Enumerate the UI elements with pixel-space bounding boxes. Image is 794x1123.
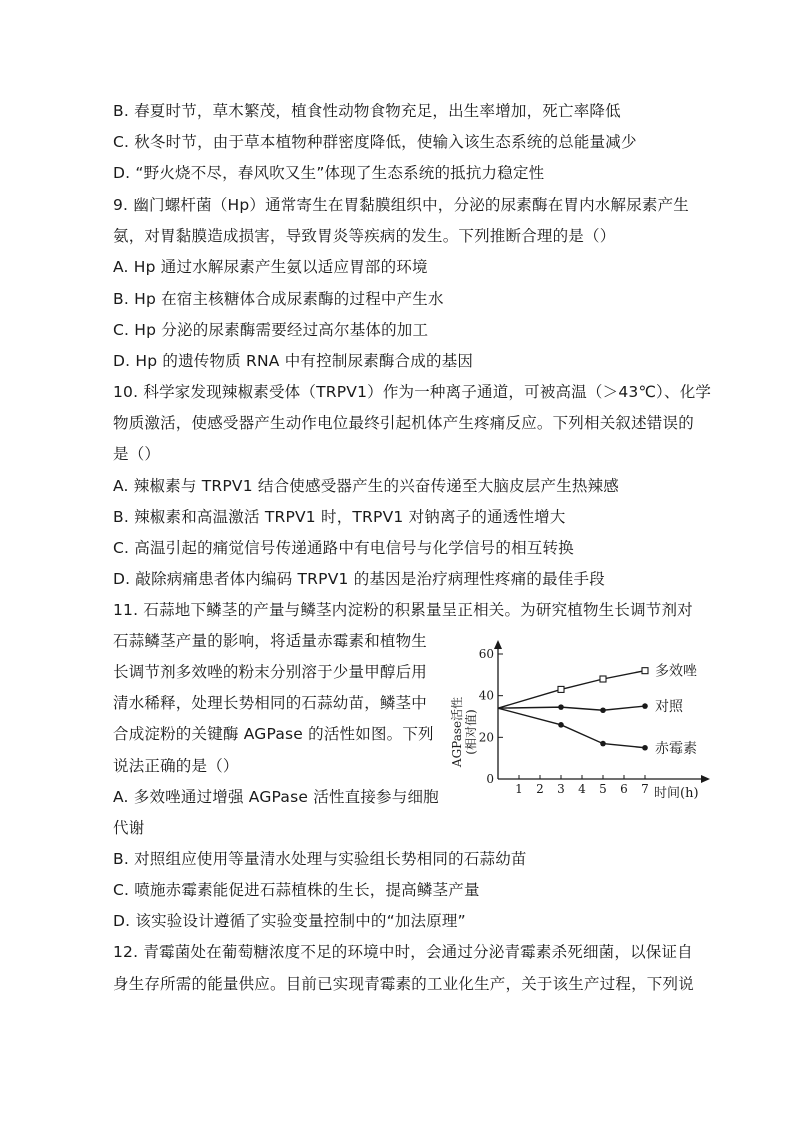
chart-ticks [479, 647, 649, 796]
q11-stem-line-5: 合成淀粉的关键酶 AGPase 的活性如图。下列 [113, 725, 434, 743]
q11-stem-line-1: 11. 石蒜地下鳞茎的产量与鳞茎内淀粉的积累量呈正相关。为研究植物生长调节剂对 [113, 601, 693, 619]
series-line [498, 708, 645, 748]
q9-option-c: C. Hp 分泌的尿素酶需要经过高尔基体的加工 [113, 321, 429, 339]
series-label: 对照 [655, 699, 683, 716]
q8-option-d: D. “野火烧不尽，春风吹又生”体现了生态系统的抵抗力稳定性 [113, 164, 545, 182]
q9-stem-line-1: 9. 幽门螺杆菌（Hp）通常寄生在胃黏膜组织中，分泌的尿素酶在胃内水解尿素产生 [113, 196, 690, 214]
q11-stem-line-3: 长调节剂多效唑的粉末分别溶于少量甲醇后用 [113, 663, 428, 681]
y-tick-label: 40 [478, 688, 494, 703]
y-tick-label: 60 [478, 647, 494, 661]
y-tick-label: 20 [478, 730, 494, 745]
series-line [498, 671, 645, 709]
chart-series [498, 668, 648, 751]
data-point [642, 668, 648, 674]
data-point [600, 707, 606, 713]
data-point [558, 704, 564, 710]
data-point [558, 686, 564, 692]
series-label: 赤霉素 [655, 740, 697, 757]
q11-stem-line-4: 清水稀释，处理长势相同的石蒜幼苗，鳞茎中 [113, 694, 428, 712]
data-point [642, 745, 648, 751]
q10-option-a: A. 辣椒素与 TRPV1 结合使感受器产生的兴奋传递至大脑皮层产生热辣感 [113, 477, 619, 495]
q9-option-a: A. Hp 通过水解尿素产生氨以适应胃部的环境 [113, 258, 428, 276]
y-axis-arrow [494, 640, 502, 649]
q11-option-a-line-1: A. 多效唑通过增强 AGPase 活性直接参与细胞 [113, 788, 439, 806]
data-point [600, 676, 606, 682]
q11-option-b: B. 对照组应使用等量清水处理与实验组长势相同的石蒜幼苗 [113, 850, 527, 868]
q9-stem-line-2: 氨，对胃黏膜造成损害，导致胃炎等疾病的发生。下列推断合理的是（） [113, 227, 616, 245]
q11-stem-line-2: 石蒜鳞茎产量的影响，将适量赤霉素和植物生 [113, 632, 428, 650]
series-line [498, 706, 645, 710]
q10-option-c: C. 高温引起的痛觉信号传递通路中有电信号与化学信号的相互转换 [113, 539, 574, 557]
q11-option-a-line-2: 代谢 [113, 819, 145, 837]
q10-stem-line-2: 物质激活，使感受器产生动作电位最终引起机体产生疼痛反应。下列相关叙述错误的 [113, 414, 694, 432]
y-tick-label: 0 [486, 772, 494, 786]
x-tick-label: 6 [620, 782, 628, 796]
series-label: 多效唑 [655, 663, 697, 680]
x-tick-label: 5 [599, 782, 607, 796]
q10-stem-line-3: 是（） [113, 445, 161, 463]
x-axis-label: 时间(h) [654, 786, 699, 801]
x-axis-arrow [701, 775, 710, 783]
data-point [600, 741, 606, 747]
y-axis-label: AGPase活性 [450, 696, 464, 768]
data-point [558, 722, 564, 728]
q9-option-d: D. Hp 的遗传物质 RNA 中有控制尿素酶合成的基因 [113, 352, 474, 370]
q11-option-c: C. 喷施赤霉素能促进石蒜植株的生长，提高鳞茎产量 [113, 881, 480, 899]
q8-option-c: C. 秋冬时节，由于草本植物种群密度降低，使输入该生态系统的总能量减少 [113, 133, 637, 151]
q11-option-d: D. 该实验设计遵循了实验变量控制中的“加法原理” [113, 912, 466, 930]
q10-option-d: D. 敲除病痛患者体内编码 TRPV1 的基因是治疗病理性疼痛的最佳手段 [113, 570, 605, 588]
x-tick-label: 7 [641, 782, 649, 796]
q12-stem-line-1: 12. 青霉菌处在葡萄糖浓度不足的环境中时，会通过分泌青霉素杀死细菌，以保证自 [113, 943, 693, 961]
x-tick-label: 1 [515, 782, 523, 796]
x-tick-label: 4 [578, 782, 586, 796]
q8-option-b: B. 春夏时节，草木繁茂，植食性动物食物充足，出生率增加，死亡率降低 [113, 102, 621, 120]
agpase-activity-chart [448, 638, 718, 803]
x-tick-label: 2 [536, 782, 544, 796]
q9-option-b: B. Hp 在宿主核糖体合成尿素酶的过程中产生水 [113, 290, 444, 308]
x-tick-label: 3 [557, 782, 565, 796]
q10-stem-line-1: 10. 科学家发现辣椒素受体（TRPV1）作为一种离子通道，可被高温（＞43℃）、化学 [113, 383, 712, 401]
q12-stem-line-2: 身生存所需的能量供应。目前已实现青霉素的工业化生产，关于该生产过程，下列说 [113, 975, 694, 993]
q11-stem-line-6: 说法正确的是（） [113, 757, 239, 775]
y-axis-label-unit: (相对值) [464, 709, 478, 755]
data-point [642, 703, 648, 709]
q10-option-b: B. 辣椒素和高温激活 TRPV1 时，TRPV1 对钠离子的通透性增大 [113, 508, 566, 526]
